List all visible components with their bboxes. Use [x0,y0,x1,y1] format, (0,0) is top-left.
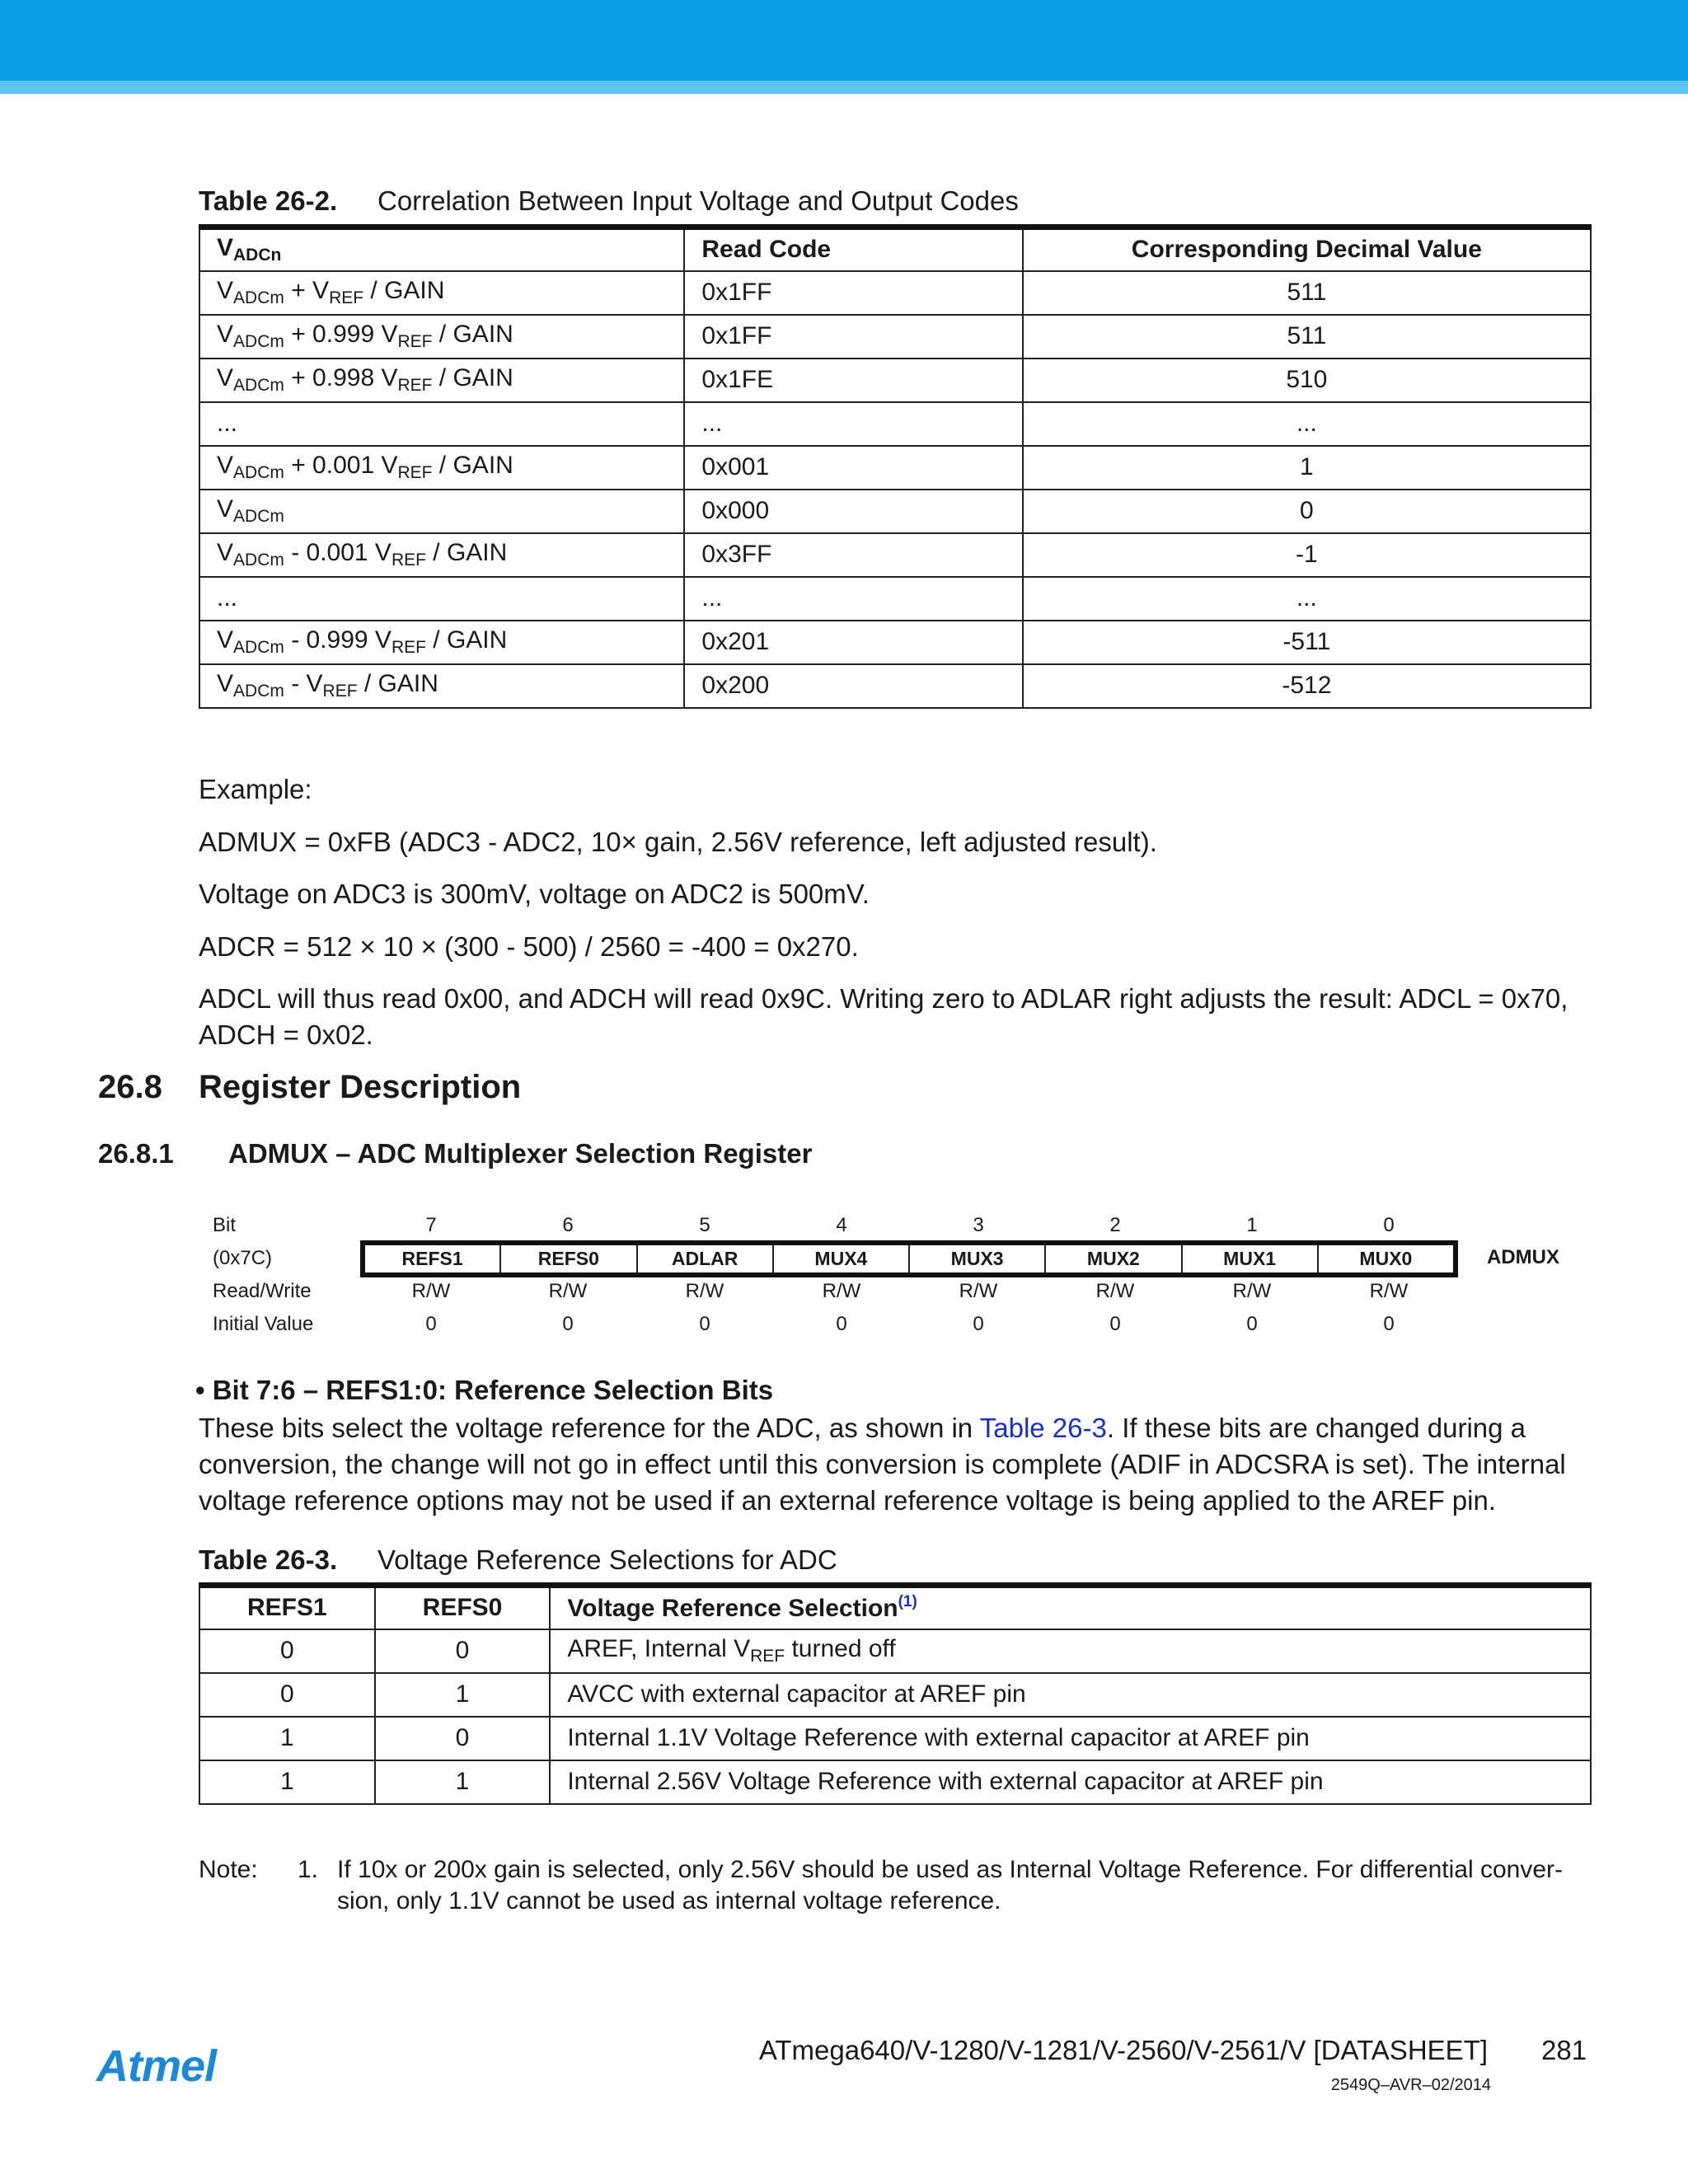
cell-refs1: 0 [199,1673,375,1717]
bit-access: R/W [1232,1280,1272,1302]
bit-initial-value: 0 [425,1313,437,1335]
cell-voltage: $V_{ADCm} + 0.998$ $V_{REF}$ / GAIN [199,359,684,402]
cell-decimal: 511 [1023,271,1591,315]
cell-read-code: 0x1FF [684,271,1022,315]
note-reference-link[interactable]: (1) [898,1593,917,1611]
header-stripe [0,81,1688,94]
cell-voltage: ... [199,577,684,621]
table-26-3-caption [199,1544,837,1576]
table-row [199,271,1591,315]
table-row [199,621,1591,664]
cell-decimal: -511 [1023,621,1591,664]
register-bit-mux0: MUX0 [1359,1248,1413,1269]
cell-refs1: 0 [199,1629,375,1673]
cell-decimal: 510 [1023,359,1591,402]
table-row [199,402,1591,446]
cell-voltage: $V_{ADCm}$ [199,490,684,533]
cell-read-code: 0x001 [684,446,1022,490]
cell-selection: AVCC with external capacitor at AREF pin [550,1673,1591,1717]
bit-number: 7 [425,1214,437,1236]
cell-decimal: -512 [1023,664,1591,708]
cell-read-code: 0x200 [684,664,1022,708]
cell-read-code: 0x1FF [684,315,1022,359]
register-name: ADMUX [1487,1246,1559,1268]
example-label: Example: [199,774,312,804]
bit-access: R/W [1095,1280,1135,1302]
header-bar [0,0,1688,81]
register-bit-adlar: ADLAR [638,1245,774,1272]
table-26-3-link[interactable]: Table 26-3 [979,1413,1107,1443]
note-text: If 10x or 200x gain is selected, only 2.56V should be used as Internal Voltage Reference. For differential conver-sion, only 1.1V cannot be used as internal voltage reference. [337,1856,1564,1915]
register-bit-mux4: MUX4 [774,1245,910,1272]
reg-label-rw: Read/Write [213,1280,312,1302]
bit-access: R/W [959,1280,998,1302]
header-read-code: Read Code [684,227,1022,271]
cell-refs0: 0 [375,1629,551,1673]
header-refs0: REFS0 [375,1586,551,1629]
example-voltage-line: Voltage on ADC3 is 300mV, voltage on ADC2 is 500mV. [199,879,870,909]
register-bit-mux3: MUX3 [910,1245,1046,1272]
bit-initial-value: 0 [562,1313,574,1335]
register-bit-refs0: REFS0 [501,1245,637,1272]
cell-voltage: ... [199,402,684,446]
refs-description: These bits select the voltage reference for the ADC, as shown in Table 26-3. If these bits are changed during a conversion, the change will not go in effect until this conversion is complete (ADIF in ADCSRA is set). The internal voltage reference options may not be used if an external reference voltage is being applied to the AREF pin. [199,1413,1566,1516]
cell-decimal: 0 [1023,490,1591,533]
cell-decimal: 511 [1023,315,1591,359]
cell-refs0: 1 [375,1760,551,1804]
voltage-reference-table [199,1582,1592,1805]
cell-read-code: 0x3FF [684,533,1022,577]
bit-number: 1 [1246,1214,1258,1236]
reg-label-address: (0x7C) [213,1247,273,1269]
bit-number: 3 [973,1214,984,1236]
cell-decimal: ... [1023,402,1591,446]
reg-label-initial: Initial Value [213,1313,314,1335]
register-bit-refs1: REFS1 [365,1245,501,1272]
bit-initial-value: 0 [836,1313,847,1335]
register-bit-mux2: MUX2 [1046,1245,1182,1272]
input-voltage-output-codes-table [199,224,1592,709]
cell-decimal: 1 [1023,446,1591,490]
bit-initial-value: 0 [699,1313,710,1335]
example-admux-line: ADMUX = 0xFB (ADC3 - ADC2, 10× gain, 2.56V reference, left adjusted result). [199,827,1157,857]
bit-initial-value: 0 [1383,1313,1395,1335]
cell-refs1: 1 [199,1717,375,1760]
header-refs1: REFS1 [199,1586,375,1629]
bit-number: 5 [699,1214,710,1236]
table-header-row [199,1586,1591,1629]
header-selection: Voltage Reference Selection$^{(1)}$ [550,1586,1591,1629]
reg-label-bit: Bit [213,1214,237,1236]
cell-selection: Internal 2.56V Voltage Reference with external capacitor at AREF pin [550,1760,1591,1804]
caption-text: Voltage Reference Selections for ADC [377,1544,837,1575]
atmel-logo: Atmel [96,2041,217,2091]
cell-read-code: 0x000 [684,490,1022,533]
cell-refs0: 1 [375,1673,551,1717]
cell-voltage: $V_{ADCm} + 0.999$ $V_{REF}$ / GAIN [199,315,684,359]
cell-read-code: 0x201 [684,621,1022,664]
subsection-heading: 26.8.1 ADMUX – ADC Multiplexer Selection Register [98,1138,813,1169]
example-adcl-line: ADCL will thus read 0x00, and ADCH will read 0x9C. Writing zero to ADLAR right adjusts the result: ADCL = 0x70, ADCH = 0x02. [199,983,1568,1050]
table-row [199,359,1591,402]
table-row [199,446,1591,490]
bit-access: R/W [685,1280,724,1302]
cell-selection: AREF, Internal $V_{REF}$ turned off [550,1629,1591,1673]
note-label: Note: [199,1856,258,1883]
table-26-2-caption [199,185,1019,217]
header-vadcn: $V_{ADCn}$ [199,227,684,271]
caption-number: Table 26-2. [199,185,338,216]
bit-initial-value: 0 [1246,1313,1258,1335]
cell-decimal: -1 [1023,533,1591,577]
bit-initial-value: 0 [973,1313,984,1335]
bit-access: R/W [1369,1280,1409,1302]
refs-bits-heading: • Bit 7:6 – REFS1:0: Reference Selection Bits [195,1375,774,1405]
bit-number: 4 [836,1214,847,1236]
caption-number: Table 26-3. [199,1544,338,1575]
cell-selection: Internal 1.1V Voltage Reference with external capacitor at AREF pin [550,1717,1591,1760]
bit-initial-value: 0 [1109,1313,1121,1335]
bit-number: 6 [562,1214,574,1236]
section-heading: 26.8 Register Description [98,1069,522,1105]
bit-access: R/W [822,1280,861,1302]
table-row [199,533,1591,577]
cell-refs0: 0 [375,1717,551,1760]
table-row [199,1760,1591,1804]
doc-code: 2549Q–AVR–02/2014 [1330,2076,1491,2094]
table-row [199,577,1591,621]
note-index: 1. [298,1856,319,1883]
example-adcr-line: ADCR = 512 × 10 × (300 - 500) / 2560 = -400 = 0x270. [199,931,859,962]
cell-read-code: ... [684,402,1022,446]
cell-read-code: ... [684,577,1022,621]
table-row [199,664,1591,708]
cell-voltage: $V_{ADCm} + 0.001$ $V_{REF}$ / GAIN [199,446,684,490]
bit-access: R/W [411,1280,451,1302]
caption-text: Correlation Between Input Voltage and Output Codes [377,185,1019,216]
cell-refs1: 1 [199,1760,375,1804]
cell-voltage: $V_{ADCm} + V_{REF}$ / GAIN [199,271,684,315]
table-header-row [199,227,1591,271]
table-row [199,315,1591,359]
bit-access: R/W [548,1280,588,1302]
bit-number: 0 [1383,1214,1395,1236]
table-row [199,490,1591,533]
admux-register [360,1240,1458,1277]
cell-voltage: $V_{ADCm} - 0.999$ $V_{REF}$ / GAIN [199,621,684,664]
footer-doc-title: ATmega640/V-1280/V-1281/V-2560/V-2561/V [DATASHEET] [758,2035,1488,2065]
cell-decimal: ... [1023,577,1591,621]
cell-voltage: $V_{ADCm} - V_{REF}$ / GAIN [199,664,684,708]
cell-read-code: 0x1FE [684,359,1022,402]
table-row [199,1717,1591,1760]
table-row [199,1673,1591,1717]
register-bit-mux1: MUX1 [1183,1245,1319,1272]
cell-voltage: $V_{ADCm} - 0.001$ $V_{REF}$ / GAIN [199,533,684,577]
table-row [199,1629,1591,1673]
page-number: 281 [1541,2035,1587,2065]
header-decimal-value: Corresponding Decimal Value [1023,227,1591,271]
bit-number: 2 [1109,1214,1121,1236]
